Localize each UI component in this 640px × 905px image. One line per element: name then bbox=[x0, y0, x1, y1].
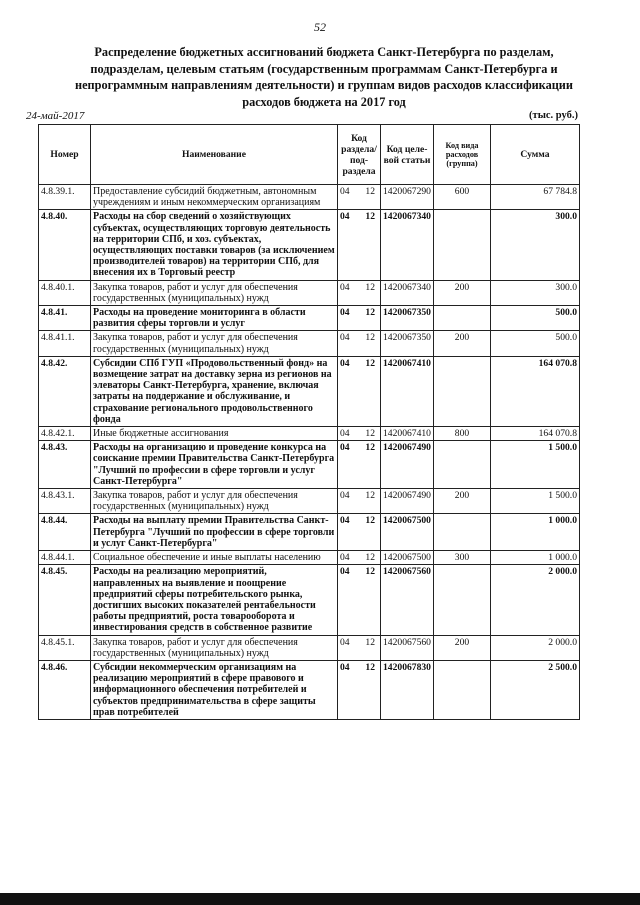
table-row bbox=[39, 551, 580, 565]
table-row bbox=[39, 427, 580, 441]
row-razdel bbox=[338, 660, 381, 719]
row-subsection: 12 bbox=[365, 307, 375, 319]
table-row bbox=[39, 306, 580, 331]
row-sum: 164 070.8 bbox=[491, 427, 580, 441]
row-section: 04 bbox=[340, 281, 350, 293]
row-subsection: 12 bbox=[365, 357, 375, 369]
row-sum: 1 000.0 bbox=[491, 514, 580, 551]
row-sum: 164 070.8 bbox=[491, 356, 580, 426]
row-sum: 2 000.0 bbox=[491, 565, 580, 635]
row-sum: 300.0 bbox=[491, 210, 580, 280]
row-number: 4.8.42. bbox=[39, 356, 91, 426]
row-name: Расходы на реализацию мероприятий, направленных на выявление и поощрение предприятий сферы потребительского рынка, достигших высоких показателей рентабельности работы предприятий, роста товарооборота и инвестирования средств в собственное развитие bbox=[91, 565, 338, 635]
row-number: 4.8.40. bbox=[39, 210, 91, 280]
row-razdel bbox=[338, 280, 381, 305]
row-target-code: 1420067290 bbox=[381, 185, 434, 210]
row-subsection: 12 bbox=[365, 661, 375, 673]
row-target-code: 1420067340 bbox=[381, 280, 434, 305]
row-target-code: 1420067830 bbox=[381, 660, 434, 719]
row-razdel bbox=[338, 441, 381, 489]
row-number: 4.8.44.1. bbox=[39, 551, 91, 565]
row-subsection: 12 bbox=[365, 490, 375, 502]
row-section: 04 bbox=[340, 332, 350, 344]
row-section: 04 bbox=[340, 357, 350, 369]
row-target-code: 1420067410 bbox=[381, 356, 434, 426]
scan-edge-bar bbox=[0, 893, 640, 905]
row-sum: 500.0 bbox=[491, 331, 580, 356]
row-target-code: 1420067340 bbox=[381, 210, 434, 280]
units-label: (тыс. руб.) bbox=[529, 110, 578, 121]
header-row bbox=[39, 125, 580, 185]
row-name: Предоставление субсидий бюджетным, автономным учреждениям и иным некоммерческим организациям bbox=[91, 185, 338, 210]
page-number: 52 bbox=[314, 20, 326, 34]
row-section: 04 bbox=[340, 661, 350, 673]
row-name: Субсидии некоммерческим организациям на реализацию мероприятий в сфере правового и информационного обеспечения потребителей и субъектов предпринимательства в сфере защиты прав потребителей bbox=[91, 660, 338, 719]
header-sum: Сумма bbox=[491, 125, 580, 185]
row-razdel bbox=[338, 306, 381, 331]
row-section: 04 bbox=[340, 515, 350, 527]
row-number: 4.8.45.1. bbox=[39, 635, 91, 660]
row-subsection: 12 bbox=[365, 515, 375, 527]
table-row bbox=[39, 331, 580, 356]
row-expense-type bbox=[434, 565, 491, 635]
row-name: Субсидии СПб ГУП «Продовольственный фонд» на возмещение затрат на доставку зерна из регионов на элеваторы Санкт-Петербурга, хранение, включая затраты на поддержание и обслуживание, и страхование регионального продовольственного фонда bbox=[91, 356, 338, 426]
row-section: 04 bbox=[340, 186, 350, 197]
row-subsection: 12 bbox=[365, 636, 375, 648]
row-section: 04 bbox=[340, 552, 350, 564]
row-target-code: 1420067350 bbox=[381, 306, 434, 331]
row-name: Закупка товаров, работ и услуг для обеспечения государственных (муниципальных) нужд bbox=[91, 489, 338, 514]
row-sum: 67 784.8 bbox=[491, 185, 580, 210]
row-subsection: 12 bbox=[365, 186, 375, 197]
row-target-code: 1420067500 bbox=[381, 514, 434, 551]
row-target-code: 1420067350 bbox=[381, 331, 434, 356]
table-row bbox=[39, 660, 580, 719]
row-razdel bbox=[338, 551, 381, 565]
row-target-code: 1420067560 bbox=[381, 635, 434, 660]
document-title: Распределение бюджетных ассигнований бюджета Санкт-Петербурга по разделам, подразделам, целевым статьям (государственным программам Санкт-Петербурга и непрограммным направлениям деятельности) и группам видов расходов классификации расходов бюджета на 2017 год bbox=[75, 45, 573, 109]
row-razdel bbox=[338, 514, 381, 551]
row-razdel bbox=[338, 635, 381, 660]
row-number: 4.8.45. bbox=[39, 565, 91, 635]
row-target-code: 1420067560 bbox=[381, 565, 434, 635]
row-section: 04 bbox=[340, 636, 350, 648]
row-subsection: 12 bbox=[365, 552, 375, 564]
row-number: 4.8.42.1. bbox=[39, 427, 91, 441]
row-subsection: 12 bbox=[365, 442, 375, 454]
row-subsection: 12 bbox=[365, 428, 375, 440]
row-expense-type: 200 bbox=[434, 489, 491, 514]
row-expense-type: 600 bbox=[434, 185, 491, 210]
row-number: 4.8.41. bbox=[39, 306, 91, 331]
row-number: 4.8.41.1. bbox=[39, 331, 91, 356]
row-sum: 300.0 bbox=[491, 280, 580, 305]
header-razdel: Код раздела/ под- раздела bbox=[338, 125, 381, 185]
row-expense-type: 800 bbox=[434, 427, 491, 441]
row-expense-type bbox=[434, 356, 491, 426]
table-row bbox=[39, 280, 580, 305]
row-section: 04 bbox=[340, 442, 350, 454]
row-name: Закупка товаров, работ и услуг для обеспечения государственных (муниципальных) нужд bbox=[91, 280, 338, 305]
row-subsection: 12 bbox=[365, 566, 375, 578]
table-row bbox=[39, 514, 580, 551]
row-expense-type bbox=[434, 514, 491, 551]
row-target-code: 1420067500 bbox=[381, 551, 434, 565]
row-target-code: 1420067490 bbox=[381, 489, 434, 514]
row-razdel bbox=[338, 356, 381, 426]
row-name: Расходы на выплату премии Правительства Санкт-Петербурга "Лучший по профессии в сфере торговли и услуг Санкт-Петербурга" bbox=[91, 514, 338, 551]
row-number: 4.8.43.1. bbox=[39, 489, 91, 514]
header-number: Номер bbox=[39, 125, 91, 185]
header-cst: Код целе- вой статьи bbox=[381, 125, 434, 185]
document-date: 24-май-2017 bbox=[26, 110, 85, 122]
row-expense-type bbox=[434, 660, 491, 719]
row-subsection: 12 bbox=[365, 211, 375, 223]
table-row bbox=[39, 185, 580, 210]
budget-table bbox=[38, 124, 580, 720]
row-section: 04 bbox=[340, 307, 350, 319]
row-number: 4.8.39.1. bbox=[39, 185, 91, 210]
row-name: Расходы на сбор сведений о хозяйствующих субъектах, осуществляющих торговую деятельность на территории СПб, и хоз. субъектах, осуществляющих поставки товаров (за исключением производителей товаров) на территории СПб, для внесения их в Торговый реестр bbox=[91, 210, 338, 280]
row-section: 04 bbox=[340, 490, 350, 502]
row-subsection: 12 bbox=[365, 332, 375, 344]
row-name: Расходы на организацию и проведение конкурса на соискание премии Правительства Санкт-Петербурга "Лучший по профессии в сфере торговли и услуг Санкт-Петербурга" bbox=[91, 441, 338, 489]
row-subsection: 12 bbox=[365, 281, 375, 293]
row-target-code: 1420067410 bbox=[381, 427, 434, 441]
header-vid: Код вида расходов (группа) bbox=[434, 125, 491, 185]
row-expense-type bbox=[434, 210, 491, 280]
header-name: Наименование bbox=[91, 125, 338, 185]
row-expense-type bbox=[434, 306, 491, 331]
row-expense-type bbox=[434, 441, 491, 489]
row-razdel bbox=[338, 427, 381, 441]
row-number: 4.8.40.1. bbox=[39, 280, 91, 305]
row-expense-type: 200 bbox=[434, 331, 491, 356]
row-razdel bbox=[338, 565, 381, 635]
row-name: Закупка товаров, работ и услуг для обеспечения государственных (муниципальных) нужд bbox=[91, 635, 338, 660]
row-name: Социальное обеспечение и иные выплаты населению bbox=[91, 551, 338, 565]
row-sum: 1 000.0 bbox=[491, 551, 580, 565]
row-razdel bbox=[338, 489, 381, 514]
row-expense-type: 300 bbox=[434, 551, 491, 565]
row-razdel bbox=[338, 210, 381, 280]
table-row bbox=[39, 489, 580, 514]
table-row bbox=[39, 356, 580, 426]
row-number: 4.8.43. bbox=[39, 441, 91, 489]
row-expense-type: 200 bbox=[434, 635, 491, 660]
row-sum: 2 500.0 bbox=[491, 660, 580, 719]
row-name: Расходы на проведение мониторинга в области развития сферы торговли и услуг bbox=[91, 306, 338, 331]
row-target-code: 1420067490 bbox=[381, 441, 434, 489]
row-sum: 1 500.0 bbox=[491, 489, 580, 514]
row-number: 4.8.46. bbox=[39, 660, 91, 719]
table-row bbox=[39, 441, 580, 489]
row-sum: 1 500.0 bbox=[491, 441, 580, 489]
row-name: Иные бюджетные ассигнования bbox=[91, 427, 338, 441]
row-razdel bbox=[338, 185, 381, 210]
table-row bbox=[39, 210, 580, 280]
row-section: 04 bbox=[340, 211, 350, 223]
table-row bbox=[39, 635, 580, 660]
row-name: Закупка товаров, работ и услуг для обеспечения государственных (муниципальных) нужд bbox=[91, 331, 338, 356]
row-number: 4.8.44. bbox=[39, 514, 91, 551]
row-expense-type: 200 bbox=[434, 280, 491, 305]
table-row bbox=[39, 565, 580, 635]
row-razdel bbox=[338, 331, 381, 356]
row-section: 04 bbox=[340, 566, 350, 578]
row-section: 04 bbox=[340, 428, 350, 440]
row-sum: 500.0 bbox=[491, 306, 580, 331]
row-sum: 2 000.0 bbox=[491, 635, 580, 660]
